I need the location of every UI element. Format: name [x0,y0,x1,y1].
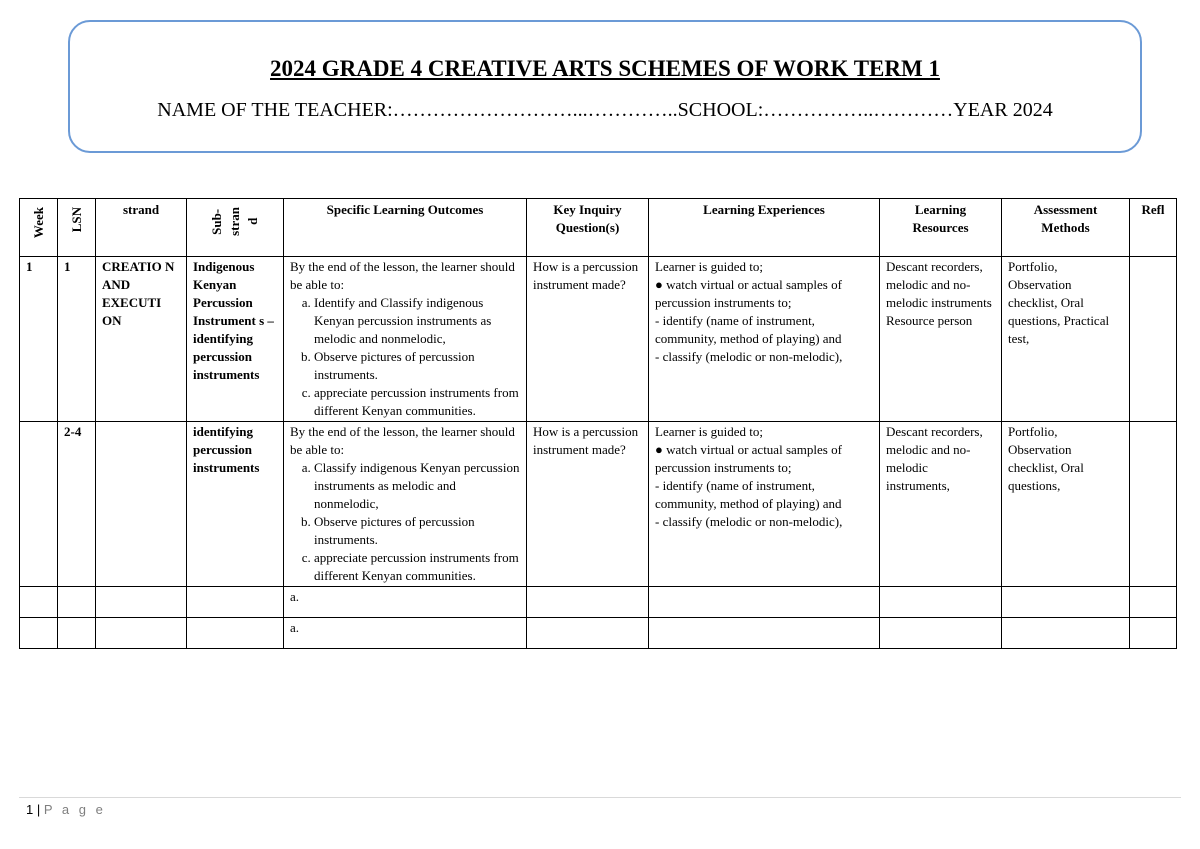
col-header-reflection: Refl [1130,199,1177,257]
cell-outcomes [284,422,527,587]
outcome-item: b. Observe pictures of percussion instruments. [314,513,520,549]
cell-reflection [1130,257,1177,422]
outcome-item: a. Classify indigenous Kenyan percussion instruments as melodic and nonmelodic, [314,459,520,513]
cell-strand [96,422,187,587]
page-label: P a g e [43,802,106,817]
header-box [68,20,1142,153]
cell-resources: Descant recorders, melodic and no-melodic instruments Resource person [880,257,1002,422]
outcomes-intro: By the end of the lesson, the learner should be able to: [290,424,515,457]
experience-line: ● watch virtual or actual samples of percussion instruments to; [655,442,842,475]
experience-line: Learner is guided to; [655,259,763,274]
cell-experiences [649,257,880,422]
table-header-row [20,199,1177,257]
table-row [20,422,1177,587]
col-header-inquiry: Key Inquiry Question(s) [527,199,649,257]
cell-resources: Descant recorders, melodic and no-melodic instruments, [880,422,1002,587]
footer-divider [19,797,1181,798]
experience-line: - identify (name of instrument, community, method of playing) and [655,478,842,511]
col-header-outcomes: Specific Learning Outcomes [284,199,527,257]
cell-strand: CREATIO N AND EXECUTI ON [96,257,187,422]
cell-substrand: Indigenous Kenyan Percussion Instrument s – identifying percussion instruments [187,257,284,422]
outcomes-list [290,459,520,585]
outcome-item: b. Observe pictures of percussion instruments. [314,348,520,384]
experience-line: - classify (melodic or non-melodic), [655,349,843,364]
document-title: 2024 GRADE 4 CREATIVE ARTS SCHEMES OF WORK TERM 1 [270,56,940,81]
outcome-item: a. Identify and Classify indigenous Kenyan percussion instruments as melodic and nonmelodic, [314,294,520,348]
cell-assessment: Portfolio, Observation checklist, Oral questions, [1002,422,1130,587]
experience-line: - classify (melodic or non-melodic), [655,514,843,529]
cell-outcome-marker: a. [284,618,527,649]
col-header-lsn: LSN [58,199,96,257]
cell-inquiry: How is a percussion instrument made? [527,422,649,587]
cell-week: 1 [20,257,58,422]
cell-outcome-marker: a. [284,587,527,618]
col-header-substrand: Sub- stran d [187,199,284,257]
outcomes-intro: By the end of the lesson, the learner should be able to: [290,259,515,292]
outcomes-list [290,294,520,420]
cell-experiences [649,422,880,587]
cell-lsn: 2-4 [58,422,96,587]
col-header-experiences: Learning Experiences [649,199,880,257]
experience-line: ● watch virtual or actual samples of percussion instruments to; [655,277,842,310]
col-header-assessment: Assessment Methods [1002,199,1130,257]
cell-week [20,422,58,587]
cell-outcomes [284,257,527,422]
cell-lsn: 1 [58,257,96,422]
cell-substrand: identifying percussion instruments [187,422,284,587]
outcome-item: c. appreciate percussion instruments from different Kenyan communities. [314,549,520,585]
page-number: 1 [26,802,34,817]
cell-inquiry: How is a percussion instrument made? [527,257,649,422]
table-row [20,618,1177,649]
table-row [20,587,1177,618]
teacher-school-line: NAME OF THE TEACHER:………………………...…………..SCHOOL:……………..…………YEAR 2024 [157,99,1053,121]
table-row [20,257,1177,422]
outcome-item: c. appreciate percussion instruments from different Kenyan communities. [314,384,520,420]
cell-reflection [1130,422,1177,587]
cell-assessment: Portfolio, Observation checklist, Oral questions, Practical test, [1002,257,1130,422]
page-footer: 1 | P a g e [26,802,106,817]
experience-line: - identify (name of instrument, community, method of playing) and [655,313,842,346]
experience-line: Learner is guided to; [655,424,763,439]
col-header-strand: strand [96,199,187,257]
schemes-of-work-table [19,198,1177,649]
col-header-week: Week [20,199,58,257]
col-header-resources: Learning Resources [880,199,1002,257]
